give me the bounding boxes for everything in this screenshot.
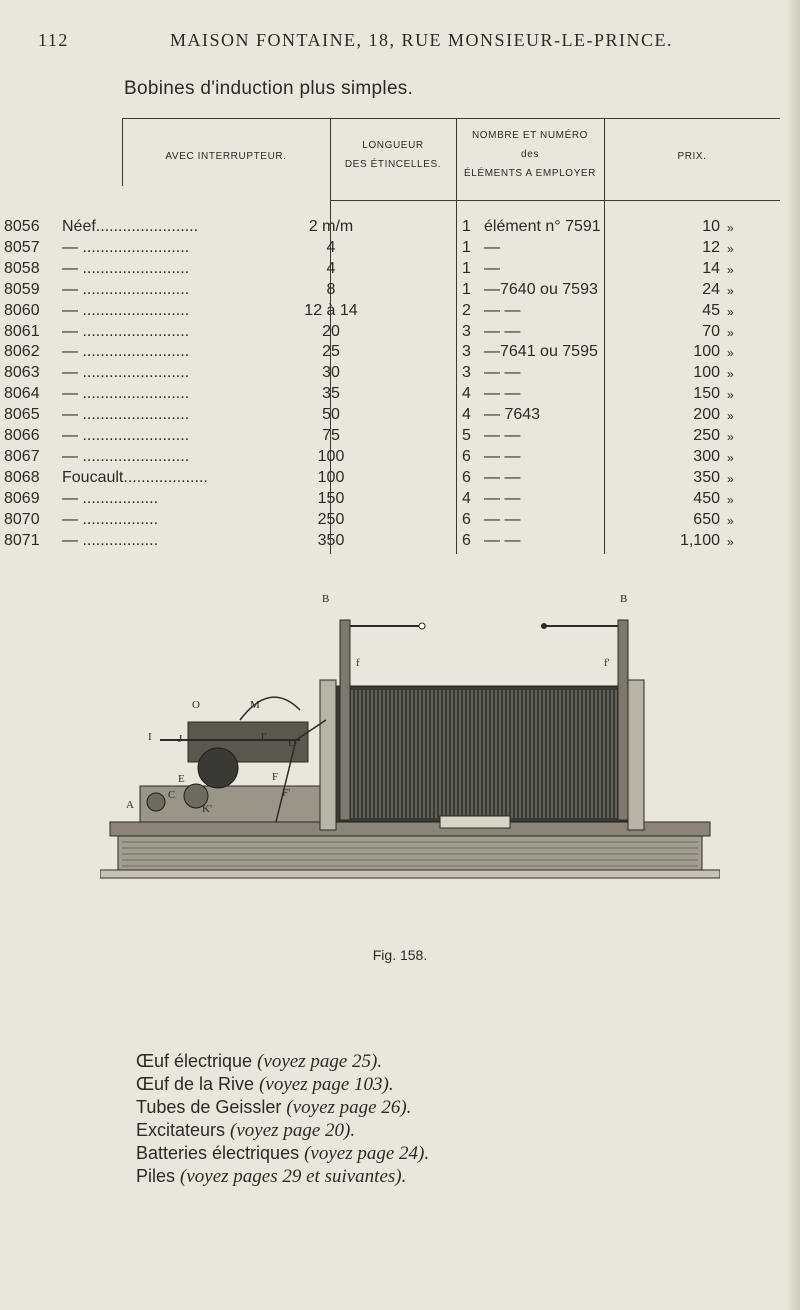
price: 250 (693, 427, 720, 444)
header-prix: PRIX. (677, 151, 707, 162)
label-b-left: B (322, 593, 330, 605)
element-count: 6 (462, 447, 471, 465)
interrupter-base (140, 786, 320, 822)
table-row (0, 281, 790, 301)
label-f-prime: f' (604, 657, 610, 669)
spark-length: 30 (322, 364, 340, 382)
coil-maker: Néef....................... (62, 218, 199, 235)
coil-maker: Foucault................... (62, 468, 208, 486)
spark-length: 100 (317, 447, 345, 465)
induction-coil-illustration (100, 590, 720, 880)
price-mark: » (727, 388, 734, 403)
catalog-number: 8058 (4, 259, 40, 277)
price: 100 (693, 364, 720, 382)
terminal-post-left (340, 620, 350, 820)
label-c: C (168, 789, 176, 801)
spark-length: 50 (322, 406, 340, 424)
spark-length: 12 à 14 (304, 301, 358, 319)
price: 1,100 (679, 531, 720, 549)
element-reference: —7641 ou 7595 (484, 343, 598, 361)
header-longueur-line2: DES ÉTINCELLES. (344, 159, 442, 170)
catalog-number: 8065 (4, 406, 40, 424)
element-count: 1 (462, 238, 471, 256)
price-mark: » (727, 262, 734, 277)
coil-maker: — ........................ (62, 427, 190, 444)
element-reference: — — (484, 301, 521, 319)
table-row (0, 490, 790, 510)
spark-length: 350 (317, 531, 345, 549)
coil-maker: — ........................ (62, 385, 190, 403)
spark-length: 150 (317, 489, 345, 507)
spark-length: 2 m/m (308, 218, 354, 235)
terminal-post-right (618, 620, 628, 820)
table-row (0, 364, 790, 384)
reference-line (136, 1165, 429, 1188)
price-mark: » (727, 241, 734, 256)
price: 650 (693, 510, 720, 528)
price: 14 (702, 259, 720, 277)
coil-maker: — ................. (62, 531, 159, 549)
element-count: 3 (462, 364, 471, 382)
reference-item: Tubes de Geissler (136, 1097, 287, 1117)
coil-maker: — ........................ (62, 322, 190, 340)
header-rule (330, 200, 780, 201)
header-elements-line3: ÉLÉMENTS A EMPLOYER (464, 168, 596, 179)
reference-item: Excitateurs (136, 1120, 231, 1140)
reference-line (136, 1096, 429, 1119)
table-row (0, 406, 790, 426)
table-top-rule (122, 118, 780, 119)
label-m: M (250, 699, 260, 711)
figure-caption: Fig. 158. (372, 947, 428, 963)
label-i: I (148, 731, 152, 743)
table-row (0, 511, 790, 531)
element-reference: — — (484, 447, 521, 465)
element-count: 3 (462, 343, 471, 361)
interrupter-wheel (198, 748, 238, 788)
reference-item: Piles (136, 1166, 181, 1186)
coil-base-top (110, 822, 710, 836)
table-row (0, 427, 790, 447)
spark-length: 75 (322, 427, 340, 444)
catalog-number: 8070 (4, 510, 40, 528)
price: 45 (702, 301, 720, 319)
label-e: E (178, 773, 185, 785)
price-mark: » (727, 304, 734, 319)
price-mark: » (727, 346, 734, 361)
price: 100 (693, 343, 720, 361)
header-interrupteur: AVEC INTERRUPTEUR. (165, 151, 287, 162)
element-reference: élément n° 7591 (484, 218, 601, 235)
spark-length: 20 (322, 322, 340, 340)
section-title: Bobines d'induction plus simples. (124, 78, 414, 99)
table-row (0, 302, 790, 322)
header-elements (456, 126, 604, 183)
catalog-number: 8067 (4, 447, 40, 465)
spark-length: 250 (317, 510, 345, 528)
reference-item: Œuf électrique (136, 1051, 258, 1071)
coil-maker: — ........................ (62, 259, 190, 277)
price: 70 (702, 322, 720, 340)
label-a: A (126, 799, 134, 811)
element-reference: — 7643 (484, 406, 541, 424)
coil-maker: — ........................ (62, 364, 190, 382)
table-row (0, 239, 790, 259)
element-count: 6 (462, 531, 471, 549)
header-longueur (330, 136, 456, 174)
catalog-number: 8066 (4, 427, 40, 444)
reference-item: Batteries électriques (136, 1143, 305, 1163)
element-reference: — — (484, 364, 521, 382)
running-head-text: MAISON FONTAINE, 18, RUE MONSIEUR-LE-PRINCE. (170, 30, 674, 50)
header-elements-line2: des (521, 149, 539, 160)
element-reference: — — (484, 427, 521, 444)
element-count: 1 (462, 218, 471, 235)
page-number: 112 (38, 30, 69, 50)
header-longueur-line1: LONGUEUR (362, 140, 424, 151)
label-k-prime: K' (202, 803, 212, 815)
coil-maker: — ........................ (62, 406, 190, 424)
catalog-number: 8068 (4, 468, 40, 486)
catalog-number: 8057 (4, 238, 40, 256)
coil-maker: — ........................ (62, 447, 190, 465)
label-o: O (192, 699, 200, 711)
price-mark: » (727, 221, 734, 235)
table-row (0, 469, 790, 489)
catalog-number: 8063 (4, 364, 40, 382)
label-j: J (178, 733, 183, 745)
label-j-prime: J' (260, 731, 267, 743)
reference-line (136, 1073, 429, 1096)
table-row (0, 323, 790, 343)
price: 350 (693, 468, 720, 486)
price-mark: » (727, 367, 734, 382)
coil-end-left (320, 680, 336, 830)
label-d: D (288, 737, 296, 749)
spark-length: 25 (322, 343, 340, 361)
element-count: 3 (462, 322, 471, 340)
coil-maker: — ................. (62, 489, 159, 507)
table-row (0, 260, 790, 280)
reference-list (136, 1050, 429, 1188)
coil-maker: — ........................ (62, 238, 190, 256)
price: 300 (693, 447, 720, 465)
price-mark: » (727, 492, 734, 507)
price-mark: » (727, 409, 734, 424)
element-count: 1 (462, 259, 471, 277)
table-row (0, 385, 790, 405)
price: 200 (693, 406, 720, 424)
coil-maker: — ................. (62, 510, 159, 528)
element-count: 4 (462, 385, 471, 403)
spark-length: 8 (326, 280, 336, 298)
wire-loop (240, 697, 300, 720)
coil-end-right (628, 680, 644, 830)
price-mark: » (727, 325, 734, 340)
coil-maker: — ........................ (62, 280, 190, 298)
price-mark: » (727, 471, 734, 486)
page-reference: (voyez page 103). (259, 1074, 394, 1095)
coil-maker: — ........................ (62, 343, 190, 361)
discharger-ball-left (419, 623, 425, 629)
table-row (0, 448, 790, 468)
label-b-right: B (620, 593, 628, 605)
element-count: 1 (462, 280, 471, 298)
element-reference: — — (484, 510, 521, 528)
element-reference: — — (484, 489, 521, 507)
price-mark: » (727, 283, 734, 298)
table-row (0, 218, 790, 238)
price: 12 (702, 238, 720, 256)
catalog-number: 8060 (4, 301, 40, 319)
element-reference: — — (484, 531, 521, 549)
label-f: f (356, 657, 360, 669)
spark-length: 4 (326, 238, 336, 256)
page-reference: (voyez page 24). (304, 1143, 430, 1164)
element-count: 5 (462, 427, 471, 444)
catalog-number: 8062 (4, 343, 40, 361)
page-reference: (voyez page 26). (286, 1097, 412, 1118)
price: 24 (702, 280, 720, 298)
coil-base (118, 836, 702, 870)
header-elements-line1: NOMBRE ET NUMÉRO (471, 130, 589, 141)
catalog-number: 8071 (4, 531, 40, 549)
price: 150 (693, 385, 720, 403)
reference-line (136, 1050, 429, 1073)
reference-line (136, 1142, 429, 1165)
catalog-number: 8069 (4, 489, 40, 507)
switch-knob (147, 793, 165, 811)
price-mark: » (727, 450, 734, 465)
spark-length: 100 (317, 468, 345, 486)
label-f-upper: F (272, 771, 279, 783)
coil-plinth (100, 870, 720, 878)
element-reference: — — (484, 385, 521, 403)
coil-maker: — ........................ (62, 301, 190, 319)
element-count: 4 (462, 489, 471, 507)
price-mark: » (727, 534, 734, 549)
element-count: 6 (462, 510, 471, 528)
element-reference: —7640 ou 7593 (484, 280, 598, 298)
reference-line (136, 1119, 429, 1142)
page-reference: (voyez page 20). (230, 1120, 356, 1141)
spark-length: 4 (326, 259, 336, 277)
price: 10 (702, 218, 720, 235)
element-reference: — — (484, 468, 521, 486)
coil-label-plate (440, 816, 510, 828)
page-reference: (voyez pages 29 et suivantes). (180, 1166, 407, 1187)
element-reference: — (484, 238, 500, 256)
page-reference: (voyez page 25). (257, 1051, 383, 1072)
table-row (0, 532, 790, 552)
coil-cylinder (332, 686, 632, 822)
price-mark: » (727, 513, 734, 528)
price: 450 (693, 489, 720, 507)
spark-length: 35 (322, 385, 340, 403)
catalog-number: 8056 (4, 218, 40, 235)
element-reference: — — (484, 322, 521, 340)
element-count: 2 (462, 301, 471, 319)
table-row (0, 343, 790, 363)
reference-item: Œuf de la Rive (136, 1074, 260, 1094)
catalog-number: 8064 (4, 385, 40, 403)
price-mark: » (727, 430, 734, 444)
catalog-number: 8061 (4, 322, 40, 340)
element-count: 6 (462, 468, 471, 486)
element-reference: — (484, 259, 500, 277)
price-table (0, 118, 790, 558)
element-count: 4 (462, 406, 471, 424)
catalog-number: 8059 (4, 280, 40, 298)
label-f-upper-prime: F' (282, 787, 291, 799)
discharger-ball-right (541, 623, 547, 629)
